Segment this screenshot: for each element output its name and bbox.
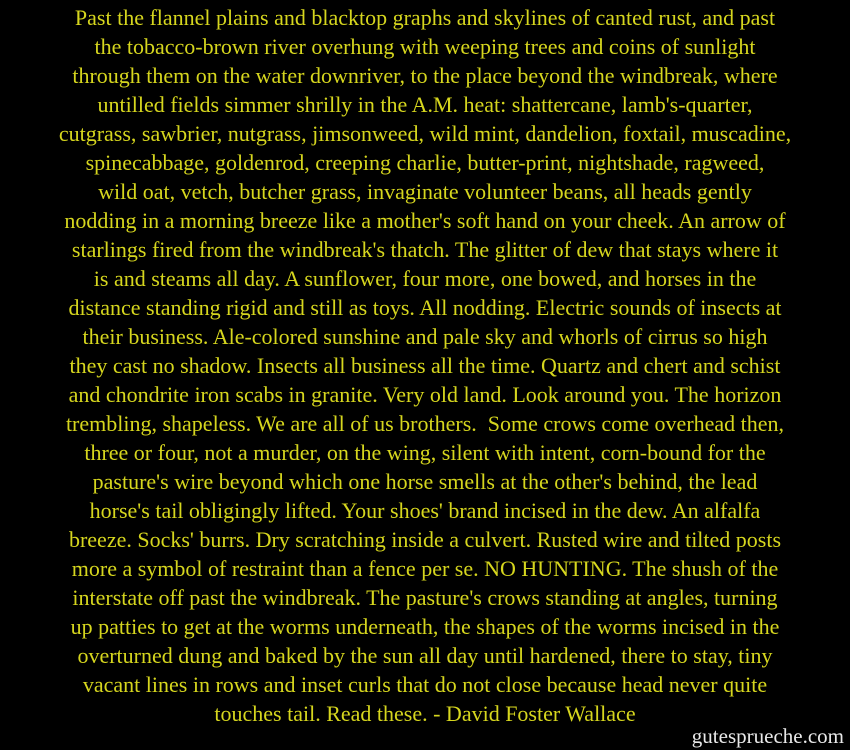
quote-text: [0, 3, 850, 728]
quote-line: untilled fields simmer shrilly in the A.M. heat: shattercane, lamb's-quarter,: [97, 92, 753, 117]
quote-line: Past the flannel plains and blacktop graphs and skylines of canted rust, and past: [74, 5, 776, 30]
quote-line: pasture's wire beyond which one horse smells at the other's behind, the lead: [92, 469, 758, 494]
quote-line: breeze. Socks' burrs. Dry scratching inside a culvert. Rusted wire and tilted posts: [68, 527, 782, 552]
quote-line: starlings fired from the windbreak's thatch. The glitter of dew that stays where it: [71, 237, 779, 262]
quote-line: and chondrite iron scabs in granite. Very old land. Look around you. The horizon: [68, 382, 782, 407]
quote-line: vacant lines in rows and inset curls that do not close because head never quite: [82, 672, 768, 697]
quote-line: three or four, not a murder, on the wing, silent with intent, corn-bound for the: [84, 440, 766, 465]
quote-line: touches tail. Read these. - David Foster Wallace: [214, 701, 636, 726]
quote-line: spinecabbage, goldenrod, creeping charlie, butter-print, nightshade, ragweed,: [85, 150, 765, 175]
quote-line: their business. Ale-colored sunshine and pale sky and whorls of cirrus so high: [82, 324, 768, 349]
quote-line: up patties to get at the worms underneath, the shapes of the worms incised in the: [70, 614, 780, 639]
quote-line: wild oat, vetch, butcher grass, invaginate volunteer beans, all heads gently: [98, 179, 752, 204]
quote-line: trembling, shapeless. We are all of us brothers. Some crows come overhead then,: [65, 411, 785, 436]
quote-line: they cast no shadow. Insects all business all the time. Quartz and chert and schist: [69, 353, 781, 378]
quote-line: horse's tail obligingly lifted. Your shoes' brand incised in the dew. An alfalfa: [89, 498, 761, 523]
quote-line: more a symbol of restraint than a fence per se. NO HUNTING. The shush of the: [71, 556, 779, 581]
quote-line: through them on the water downriver, to the place beyond the windbreak, where: [72, 63, 778, 88]
quote-line: the tobacco-brown river overhung with weeping trees and coins of sunlight: [94, 34, 756, 59]
quote-line: cutgrass, sawbrier, nutgrass, jimsonweed, wild mint, dandelion, foxtail, muscadine,: [58, 121, 792, 146]
quote-line: overturned dung and baked by the sun all day until hardened, there to stay, tiny: [77, 643, 773, 668]
quote-line: interstate off past the windbreak. The pasture's crows standing at angles, turning: [72, 585, 778, 610]
quote-line: nodding in a morning breeze like a mother's soft hand on your cheek. An arrow of: [64, 208, 786, 233]
quote-line: is and steams all day. A sunflower, four more, one bowed, and horses in the: [93, 266, 757, 291]
watermark-site-label: gutesprueche.com: [691, 724, 844, 748]
quote-line: distance standing rigid and still as toys. All nodding. Electric sounds of insects at: [68, 295, 782, 320]
